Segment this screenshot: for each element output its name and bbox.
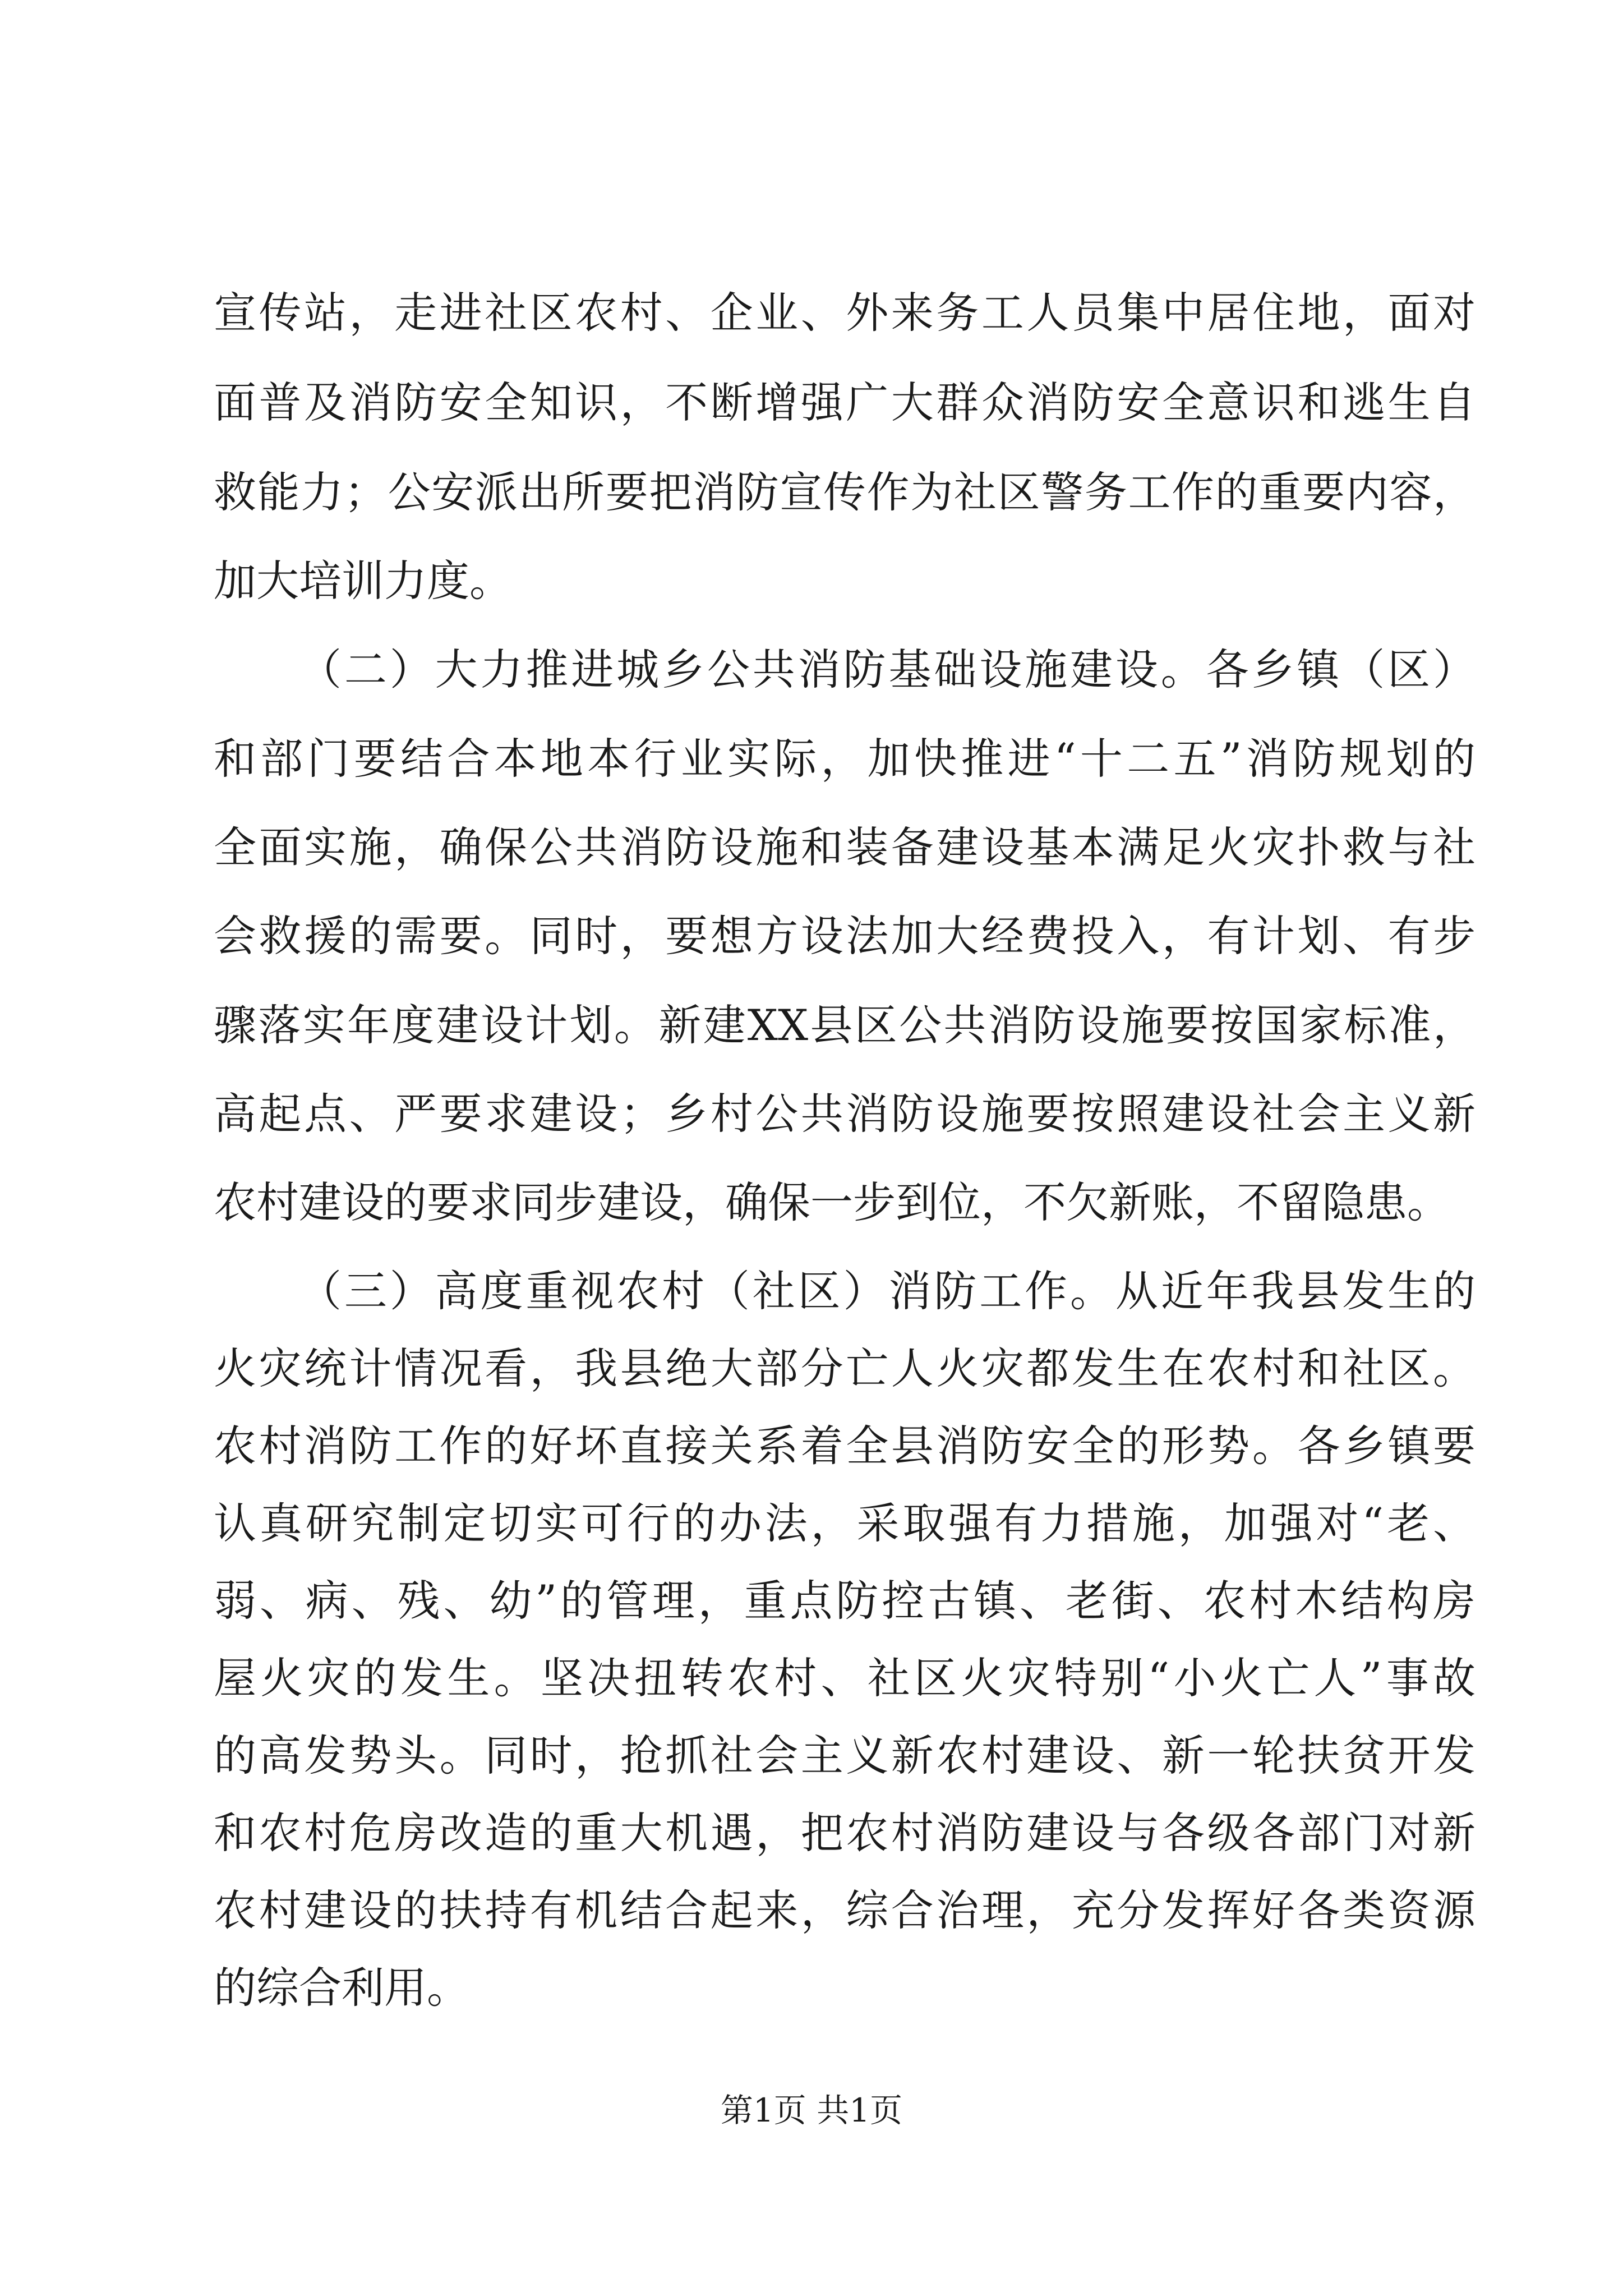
text-line: 农村建设的要求同步建设，确保一步到位，不欠新账，不留隐患。 [214,1177,1450,1227]
text-line: 火灾统计情况看，我县绝大部分亡人火灾都发生在农村和社区。 [214,1343,1476,1393]
text-line: 救能力；公安派出所要把消防宣传作为社区警务工作的重要内容， [214,467,1476,517]
text-line: 农村消防工作的好坏直接关系着全县消防安全的形势。各乡镇要 [214,1421,1476,1471]
text-line: 的高发势头。同时，抢抓社会主义新农村建设、新一轮扶贫开发 [214,1731,1476,1780]
text-line: 高起点、严要求建设；乡村公共消防设施要按照建设社会主义新 [214,1089,1476,1139]
text-line: 加大培训力度。 [214,556,512,606]
text-line: 宣传站，走进社区农村、企业、外来务工人员集中居住地，面对 [214,288,1476,338]
text-line: 认真研究制定切实可行的办法，采取强有力措施，加强对“老、 [214,1498,1476,1548]
text-line: 农村建设的扶持有机结合起来，综合治理，充分发挥好各类资源 [214,1885,1476,1935]
text-line: 和部门要结合本地本行业实际，加快推进“十二五”消防规划的 [214,734,1476,784]
text-line: （二）大力推进城乡公共消防基础设施建设。各乡镇（区） [299,645,1476,694]
text-line: 屋火灾的发生。坚决扭转农村、社区火灾特别“小火亡人”事故 [214,1653,1476,1703]
text-line: 的综合利用。 [214,1963,469,2013]
text-line: 弱、病、残、幼”的管理，重点防控古镇、老街、农村木结构房 [214,1576,1476,1626]
text-line: 全面实施，确保公共消防设施和装备建设基本满足火灾扑救与社 [214,822,1476,872]
page-number-footer: 第1页 共1页 [720,2091,903,2129]
text-line: 会救援的需要。同时，要想方设法加大经费投入，有计划、有步 [214,911,1476,961]
text-line: （三）高度重视农村（社区）消防工作。从近年我县发生的 [299,1266,1476,1316]
text-line: 骤落实年度建设计划。新建XX县区公共消防设施要按国家标准， [214,1000,1476,1050]
text-line: 和农村危房改造的重大机遇，把农村消防建设与各级各部门对新 [214,1808,1476,1858]
text-line: 面普及消防安全知识，不断增强广大群众消防安全意识和逃生自 [214,378,1476,427]
